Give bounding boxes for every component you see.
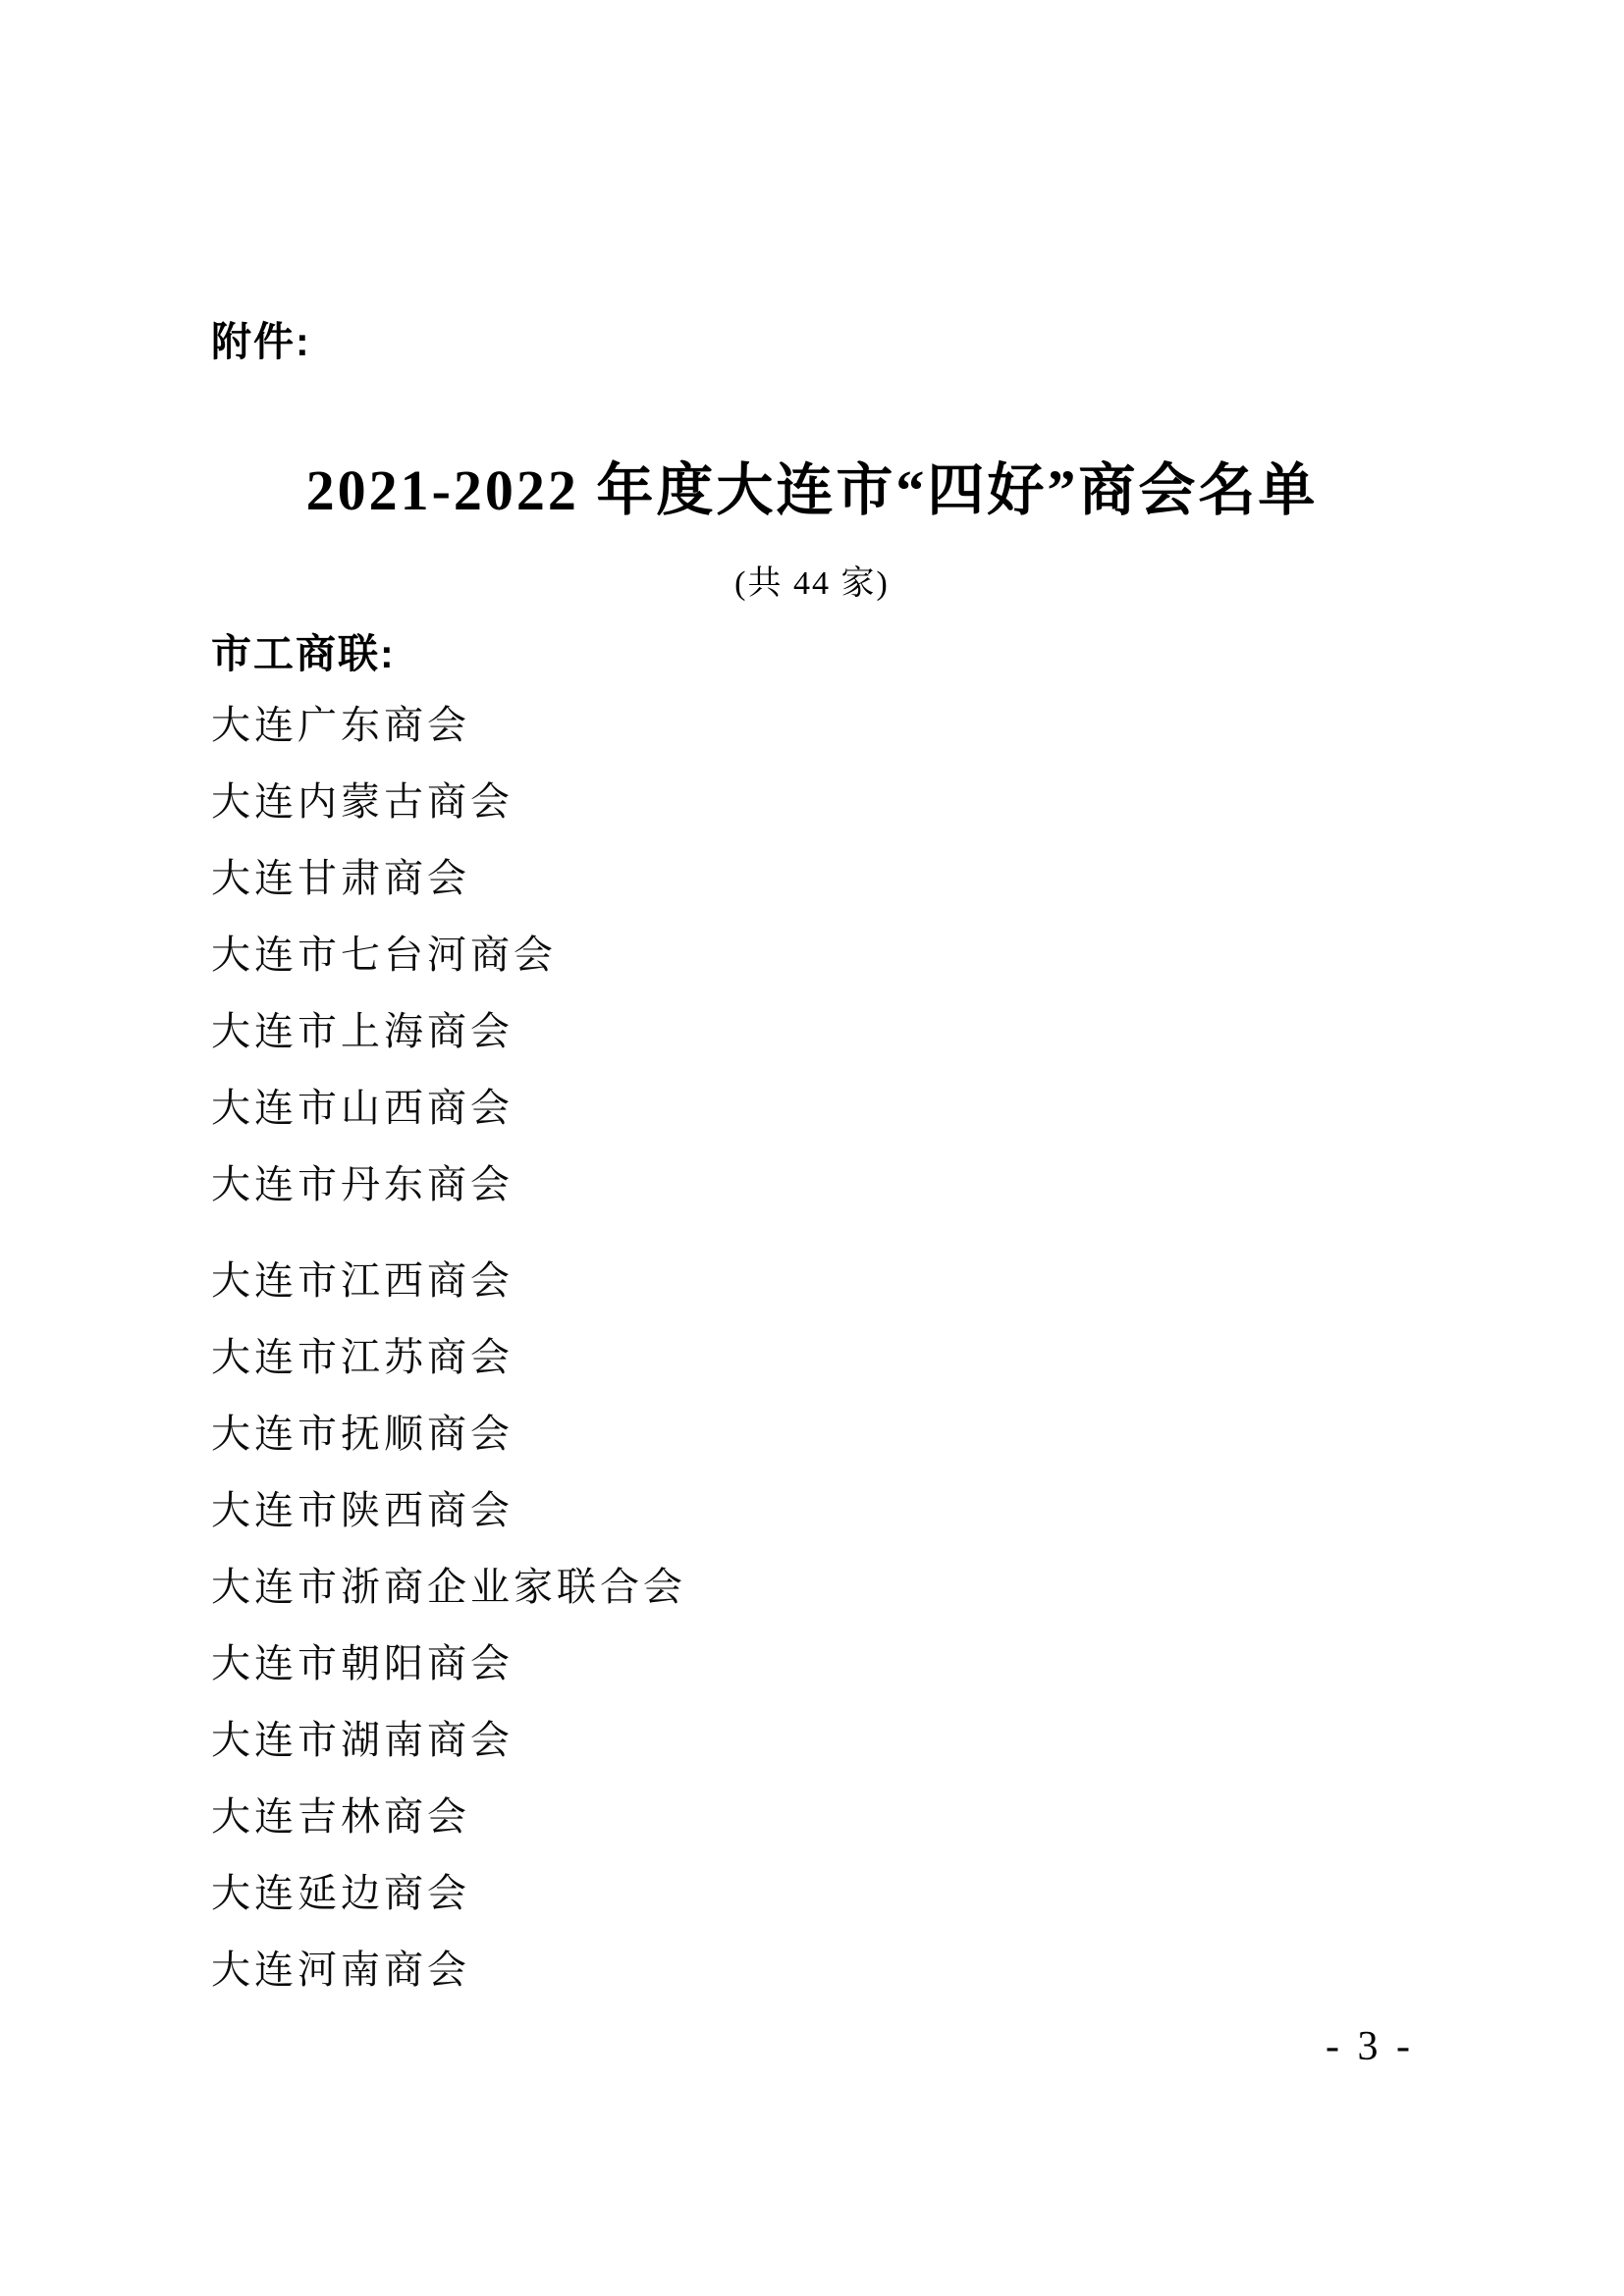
list-item: 大连市朝阳商会 [211, 1641, 514, 1685]
list-item: 大连市上海商会 [211, 1009, 514, 1053]
page-number: - 3 - [1326, 2024, 1414, 2069]
list-item: 大连延边商会 [211, 1871, 470, 1915]
list-item: 大连市抚顺商会 [211, 1412, 514, 1456]
attachment-label: 附件: [211, 319, 311, 364]
list-item: 大连广东商会 [211, 703, 470, 747]
list-item: 大连内蒙古商会 [211, 779, 514, 824]
page-title: 2021-2022 年度大连市“四好”商会名单 [305, 458, 1319, 522]
list-item: 大连河南商会 [211, 1948, 470, 1992]
page-subtitle: (共 44 家) [734, 565, 890, 602]
list-item: 大连甘肃商会 [211, 856, 470, 900]
section-header-federation: 市工商联: [211, 631, 396, 676]
list-item: 大连市浙商企业家联合会 [211, 1565, 686, 1609]
list-item: 大连市江苏商会 [211, 1335, 514, 1379]
list-item: 大连市七台河商会 [211, 933, 557, 977]
list-item: 大连市江西商会 [211, 1258, 514, 1303]
list-item: 大连市丹东商会 [211, 1162, 514, 1206]
list-item: 大连市湖南商会 [211, 1718, 514, 1762]
list-item: 大连市山西商会 [211, 1086, 514, 1130]
list-item: 大连吉林商会 [211, 1794, 470, 1839]
list-item: 大连市陕西商会 [211, 1488, 514, 1532]
chamber-list [211, 687, 686, 2008]
